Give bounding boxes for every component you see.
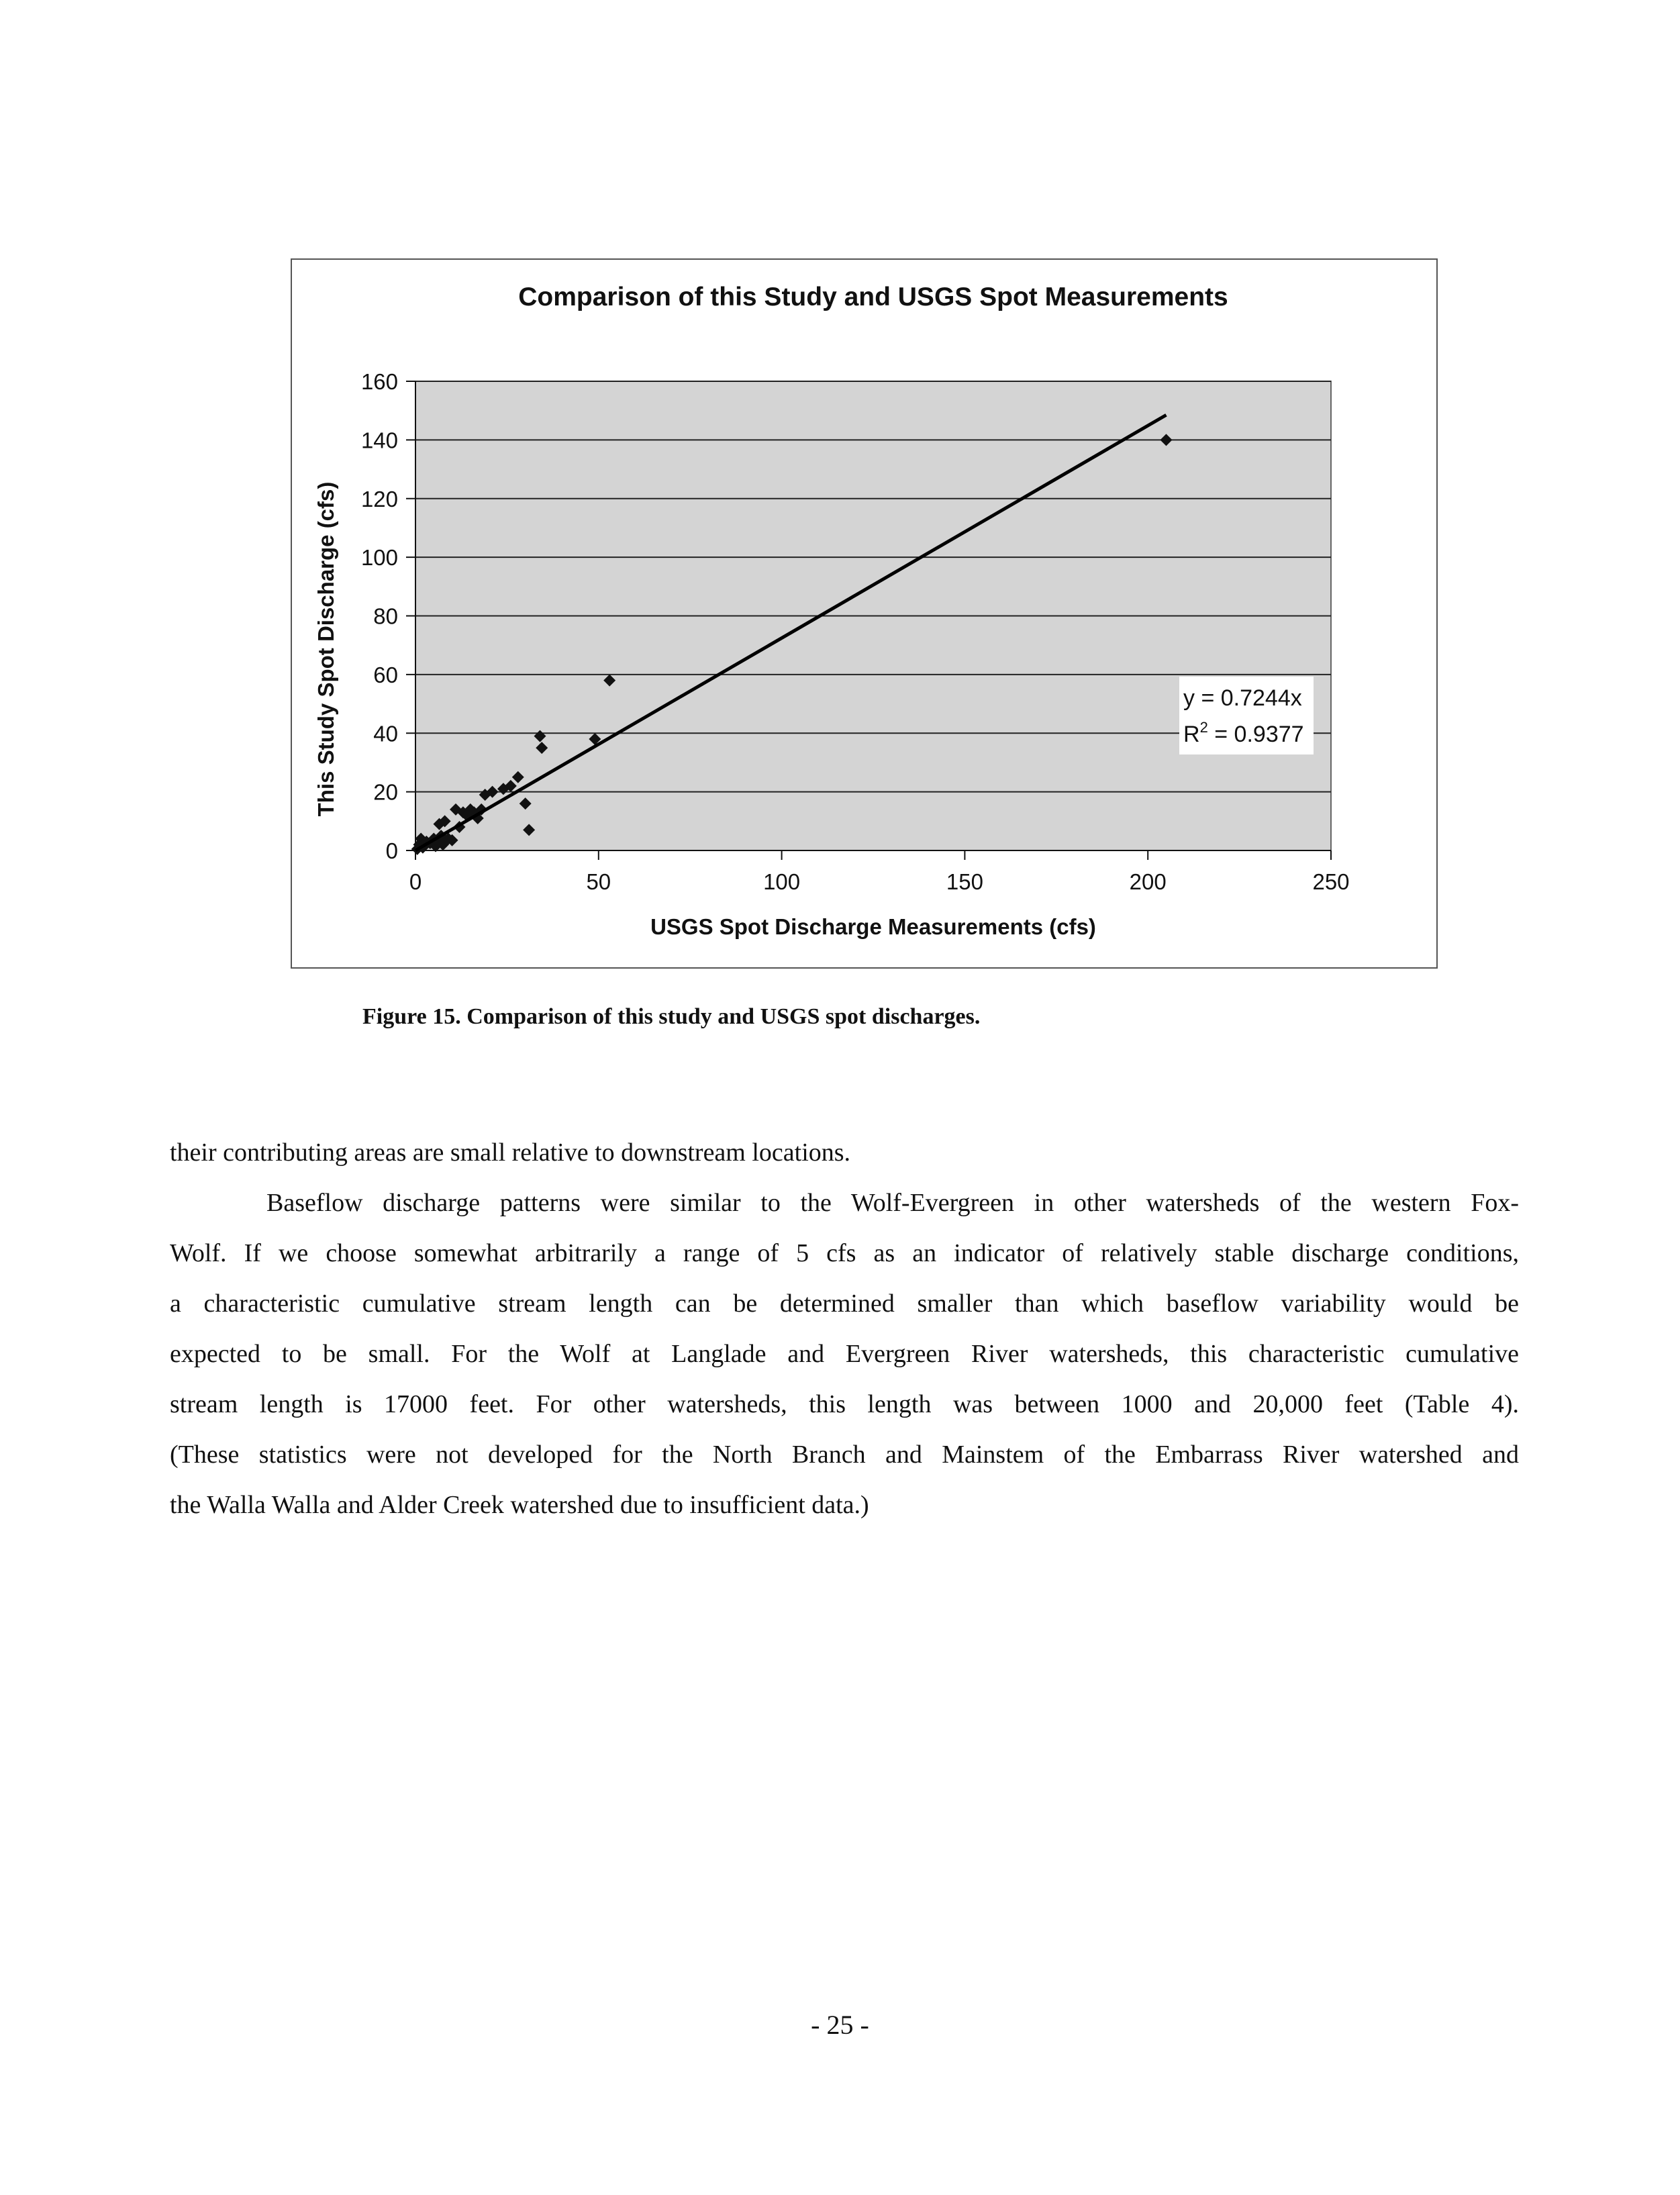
x-tick-label: 0 [409,869,422,894]
x-tick-label: 250 [1312,869,1350,894]
chart-frame [291,258,1438,969]
trendline-r-squared: $R^2 = 0.9377$ [1183,719,1304,747]
figure-caption: Figure 15. Comparison of this study and USGS spot discharges. [362,1004,981,1029]
paragraph-continued [170,1128,1519,1178]
y-tick-label: 60 [373,662,398,687]
text-line: their contributing areas are small relative to downstream locations. [170,1138,851,1167]
x-tick-label: 100 [763,869,801,894]
y-tick-label: 0 [385,838,398,863]
y-tick-label: 100 [360,545,398,571]
paragraph-baseflow [170,1178,1519,1530]
y-tick-label: 40 [373,721,398,746]
x-tick-label: 200 [1129,869,1167,894]
y-tick-label: 20 [373,779,398,805]
text-line: (These statistics were not developed for the North Branch and Mainstem of the Embarrass River watershed and [170,1441,1519,1469]
trendline-equation: y = 0.7244x [1183,685,1302,711]
scatter-chart [292,260,1436,967]
text-line: a characteristic cumulative stream length can be determined smaller than which baseflow variability would be [170,1289,1519,1318]
page-number: - 25 - [811,2010,869,2040]
text-line: the Walla Walla and Alder Creek watershed due to insufficient data.) [170,1491,869,1519]
y-tick-label: 120 [360,486,398,511]
text-line: Wolf. If we choose somewhat arbitrarily a range of 5 cfs as an indicator of relatively stable discharge conditions, [170,1239,1519,1267]
y-tick-label: 160 [360,369,398,394]
text-line: stream length is 17000 feet. For other watersheds, this length was between 1000 and 20,000 feet (Table 4). [170,1390,1519,1418]
y-tick-label: 140 [360,428,398,453]
text-line: expected to be small. For the Wolf at Langlade and Evergreen River watersheds, this characteristic cumulative [170,1340,1519,1368]
x-tick-label: 150 [946,869,983,894]
x-tick-label: 50 [586,869,611,894]
text-line: Baseflow discharge patterns were similar to the Wolf-Evergreen in other watersheds of the western Fox- [266,1189,1519,1217]
chart-title: Comparison of this Study and USGS Spot Measurements [518,283,1228,311]
y-axis-label: This Study Spot Discharge (cfs) [313,481,338,817]
x-axis-label: USGS Spot Discharge Measurements (cfs) [650,914,1096,939]
trendline-label [1179,677,1314,754]
y-tick-label: 80 [373,603,398,629]
